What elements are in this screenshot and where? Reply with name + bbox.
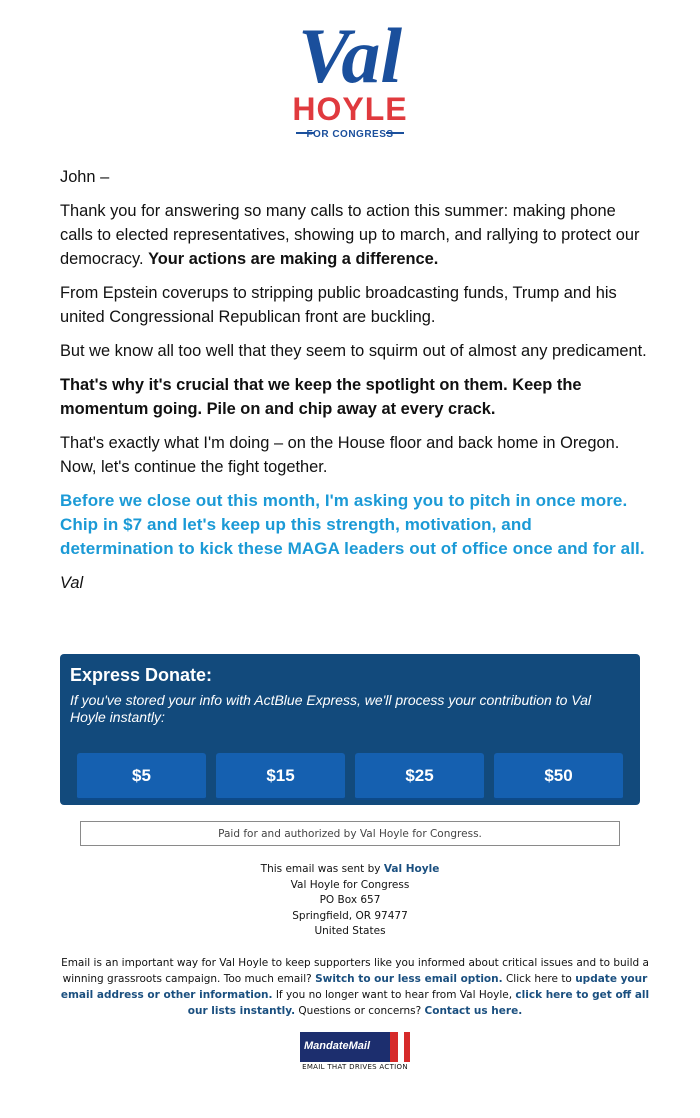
email-body [60, 165, 650, 595]
donate-25-button[interactable]: $25 [355, 753, 484, 800]
sender-address: This email was sent by Val Hoyle Val Hoyle for Congress PO Box 657 Springfield, OR 97477 United States [0, 862, 700, 940]
mandatemail-tagline: EMAIL THAT DRIVES ACTION [302, 1063, 408, 1071]
paragraph-thanks-emphasis: Your actions are making a difference. [148, 250, 439, 268]
contact-link[interactable]: Contact us here. [424, 1005, 523, 1017]
signature: Val [60, 574, 84, 592]
donate-5-button[interactable]: $5 [77, 753, 206, 800]
unsubscribe-link[interactable]: click here to get off all our lists instantly. [187, 989, 650, 1017]
org-name: Val Hoyle for Congress [290, 878, 410, 891]
update-info-link[interactable]: update your email address or other information. [60, 973, 648, 1001]
email-fine-print: Email is an important way for Val Hoyle to keep supporters like you informed about critical issues and to build a winning grassroots campaign. Too much email? Switch to our less email option. Click here to update your email address or other information. If you no longer want to hear from Val Hoyle, click here to get off all our lists instantly. Questions or concerns? Contact us here. [60, 957, 650, 1017]
paragraph-squirm: But we know all too well that they seem to squirm out of almost any predicament. [60, 342, 647, 360]
paragraph-house-floor: That's exactly what I'm doing – on the House floor and back home in Oregon. Now, let's continue the fight together. [60, 434, 620, 476]
express-donate-title: Express Donate: [70, 665, 213, 685]
donate-15-button[interactable]: $15 [216, 753, 345, 800]
less-email-link[interactable]: Switch to our less email option. [315, 973, 503, 985]
logo-last-name: HOYLE [292, 91, 408, 127]
city-state-zip: Springfield, OR 97477 [292, 909, 408, 922]
paragraph-epstein: From Epstein coverups to stripping public broadcasting funds, Trump and his united Congressional Republican front are buckling. [60, 284, 617, 326]
paragraph-thanks: Thank you for answering so many calls to action this summer: making phone calls to elected representatives, showing up to march, and rallying to protect our democracy. Your actions are making a difference. [60, 202, 640, 268]
logo-subtitle: FOR CONGRESS [306, 129, 394, 140]
express-donate-note: If you've stored your info with ActBlue Express, we'll process your contribution to Val Hoyle instantly: [70, 692, 591, 725]
express-donate-panel [60, 654, 640, 805]
greeting: John – [60, 168, 110, 186]
mandatemail-logo-text: MandateMail [304, 1040, 371, 1052]
paragraph-spotlight: That's why it's crucial that we keep the spotlight on them. Keep the momentum going. Pile on and chip away at every crack. [60, 376, 582, 418]
campaign-logo [250, 10, 450, 140]
country: United States [314, 925, 386, 937]
paid-for-disclaimer: Paid for and authorized by Val Hoyle for Congress. [80, 821, 620, 846]
donation-amounts [77, 753, 623, 800]
sender-name-link[interactable]: Val Hoyle [383, 863, 440, 875]
logo-first-name: Val [297, 12, 403, 99]
mandatemail-badge[interactable] [300, 1032, 410, 1074]
donation-ask-link[interactable]: Before we close out this month, I'm asking you to pitch in once more. Chip in $7 and let's keep up this strength, motivation, and determination to kick these MAGA leaders out of office once and for all. [60, 491, 645, 558]
po-box: PO Box 657 [319, 894, 381, 906]
donate-50-button[interactable]: $50 [494, 753, 623, 800]
